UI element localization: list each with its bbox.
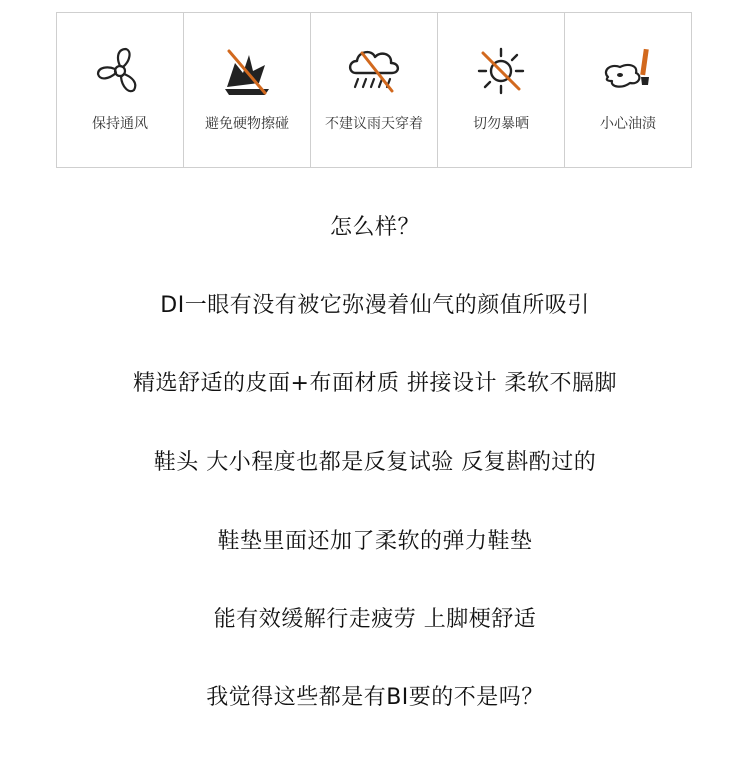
care-item-no-rain [311, 13, 438, 167]
care-item-no-collision [184, 13, 311, 167]
care-label: 不建议雨天穿着 [325, 116, 423, 132]
description-line: 能有效缓解行走疲劳 上脚梗舒适 [213, 607, 537, 632]
care-instructions-strip [56, 12, 692, 168]
care-item-no-sun [438, 13, 565, 167]
no-rain-icon [344, 43, 404, 99]
care-label: 小心油渍 [600, 116, 656, 132]
description-line: 精选舒适的皮面+布面材质 拼接设计 柔软不膈脚 [133, 371, 617, 396]
fan-icon [92, 43, 148, 99]
no-collision-icon [219, 43, 275, 99]
care-label: 切勿暴晒 [473, 116, 529, 132]
care-label: 避免硬物擦碰 [205, 116, 289, 132]
description-line: 我觉得这些都是有BI要的不是吗？ [206, 685, 544, 710]
description-line: 鞋垫里面还加了柔软的弹力鞋垫 [217, 529, 533, 554]
care-label: 保持通风 [92, 116, 148, 132]
description-line: DI一眼有没有被它弥漫着仙气的颜值所吸引 [160, 293, 590, 318]
care-item-oil-stain [565, 13, 691, 167]
oil-stain-icon [598, 43, 658, 99]
no-sun-icon [473, 43, 529, 99]
care-item-ventilation [57, 13, 184, 167]
description-line: 怎么样？ [329, 215, 420, 240]
description-line: 鞋头 大小程度也都是反复试验 反复斟酌过的 [153, 450, 597, 475]
